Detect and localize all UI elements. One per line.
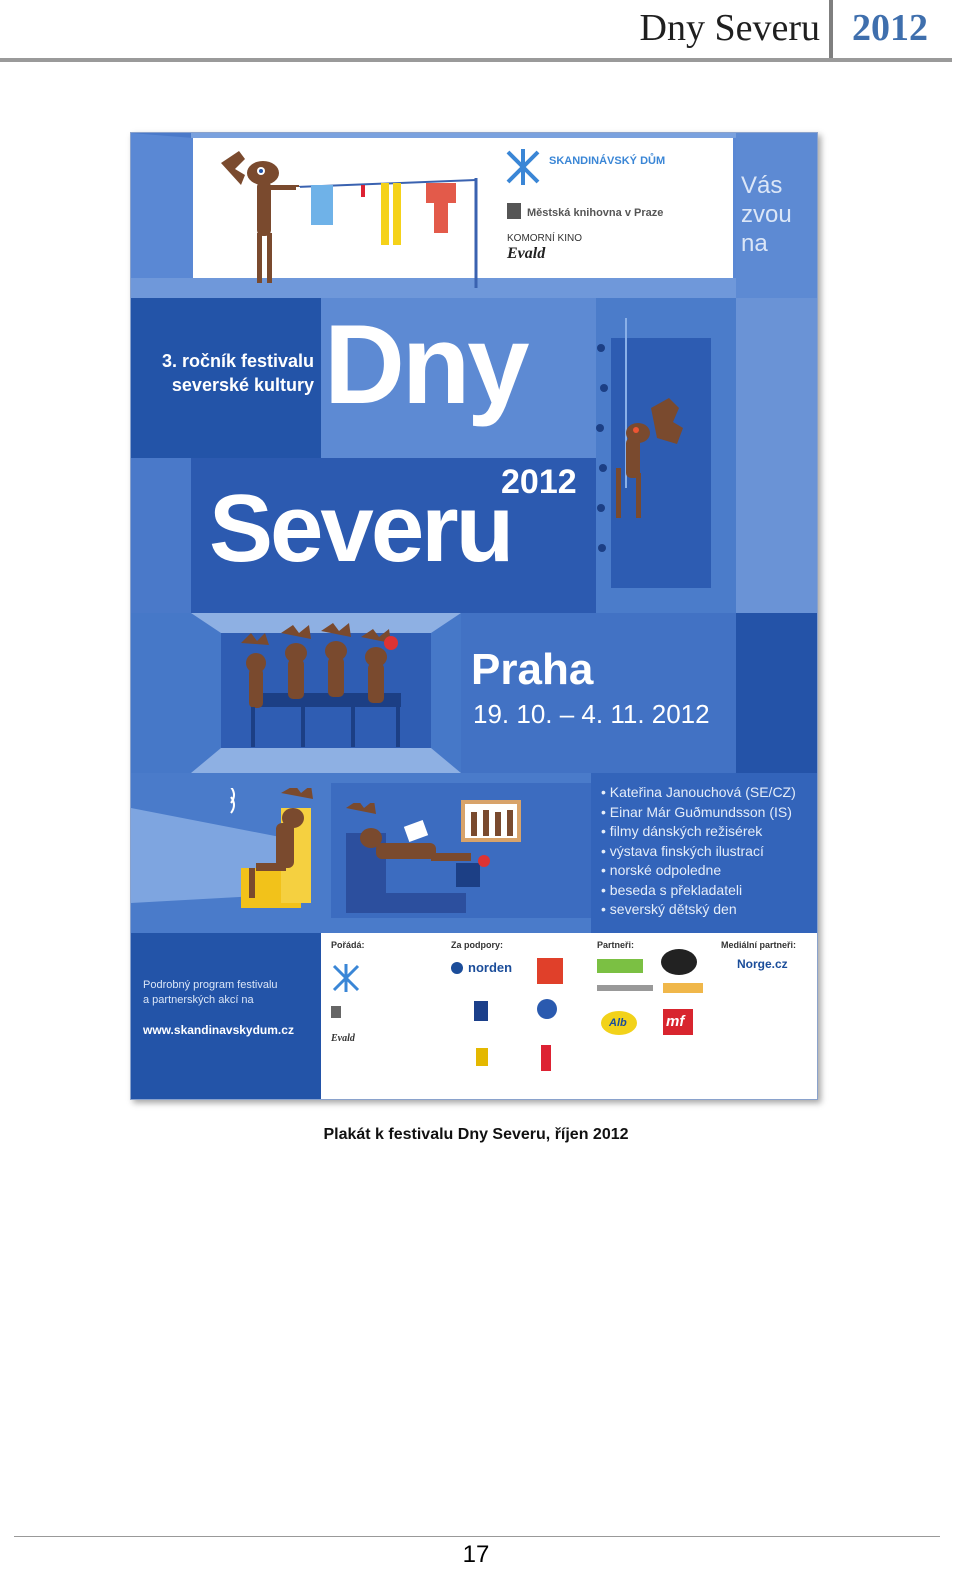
sponsor-skandinavsky-dum: SKANDINÁVSKÝ DŮM bbox=[549, 155, 666, 167]
red-sponsor-logo bbox=[537, 958, 563, 984]
festival-edition bbox=[149, 349, 314, 397]
header-rule bbox=[0, 58, 952, 62]
iceland-express-logo bbox=[597, 985, 653, 991]
cinema-moose-illustration bbox=[221, 788, 341, 923]
sponsor-mestska-knihovna: Městská knihovna v Praze bbox=[527, 207, 664, 219]
info-line-1: Podrobný program festivalu bbox=[143, 979, 278, 991]
program-item: • beseda s překladateli bbox=[601, 881, 743, 898]
program-item: • filmy dánských režisérek bbox=[601, 823, 763, 839]
poster-caption: Plakát k festivalu Dny Severu, říjen 2012 bbox=[323, 1126, 629, 1143]
info-line-2: a partnerských akcí na bbox=[143, 994, 254, 1006]
invite-text bbox=[741, 171, 792, 258]
orange-partner-logo bbox=[663, 983, 703, 993]
program-item: • severský dětský den bbox=[601, 901, 737, 917]
flag-sponsor-icon bbox=[541, 1045, 551, 1071]
invite-line-2: zvou bbox=[741, 201, 792, 228]
city-name: Praha bbox=[471, 645, 594, 694]
program-item: • Einar Már Guðmundsson (IS) bbox=[601, 803, 792, 820]
program-list bbox=[601, 783, 796, 920]
edition-line-2: severské kultury bbox=[171, 375, 314, 395]
program-item: • Kateřina Janouchová (SE/CZ) bbox=[601, 784, 796, 800]
title-dny: Dny bbox=[324, 302, 527, 427]
website-link[interactable]: www.skandinavskydum.cz bbox=[143, 1023, 294, 1037]
moose-painting-illustration bbox=[461, 800, 521, 842]
edition-line-1: 3. ročník festivalu bbox=[161, 351, 314, 371]
partner-green-logo bbox=[597, 959, 643, 973]
invite-line-1: Vás bbox=[741, 172, 783, 199]
festival-dates: 19. 10. – 4. 11. 2012 bbox=[473, 699, 710, 729]
program-item: • výstava finských ilustrací bbox=[601, 842, 764, 859]
festival-poster bbox=[130, 132, 818, 1100]
heading-partners: Partneři: bbox=[597, 940, 635, 950]
ministry-icon bbox=[537, 999, 557, 1019]
skandinavsky-dum-logo bbox=[503, 147, 543, 187]
heading-support: Za podpory: bbox=[451, 940, 503, 950]
embassy-crest-icon bbox=[476, 1048, 488, 1066]
sponsor-komorni-kino: KOMORNÍ KINO bbox=[507, 233, 583, 244]
header-year: 2012 bbox=[852, 7, 928, 49]
title-year: 2012 bbox=[501, 463, 577, 501]
norden-logo: norden bbox=[468, 960, 513, 975]
footer-rule bbox=[14, 1536, 940, 1537]
page-number: 17 bbox=[462, 1541, 490, 1568]
header-separator bbox=[829, 0, 833, 60]
norge-logo: Norge.cz bbox=[737, 957, 788, 971]
knihovna-small-icon bbox=[331, 1006, 341, 1018]
reflex-logo-shape bbox=[661, 949, 697, 975]
organizer-logo-icon bbox=[331, 963, 361, 993]
invite-line-3: na bbox=[741, 230, 768, 257]
alb-logo: Alb bbox=[609, 1017, 627, 1029]
moose-meeting-illustration bbox=[221, 623, 431, 763]
page-header bbox=[0, 0, 960, 64]
norwegian-embassy-icon bbox=[474, 1001, 488, 1021]
heading-organizer: Pořádá: bbox=[331, 940, 365, 950]
program-info bbox=[143, 978, 278, 1008]
moose-clothesline-illustration bbox=[201, 143, 491, 293]
evald-small-logo: Evald bbox=[331, 1033, 355, 1044]
mestska-knihovna-icon bbox=[507, 203, 521, 219]
evald-logo: Evald bbox=[507, 245, 546, 262]
norden-icon bbox=[451, 962, 463, 974]
climbing-moose-illustration bbox=[596, 308, 736, 608]
header-title: Dny Severu bbox=[639, 7, 820, 49]
heading-media: Mediální partneři: bbox=[721, 940, 797, 950]
program-item: • norské odpoledne bbox=[601, 862, 722, 878]
title-severu: Severu bbox=[209, 475, 512, 582]
mf-logo: mf bbox=[666, 1013, 685, 1030]
